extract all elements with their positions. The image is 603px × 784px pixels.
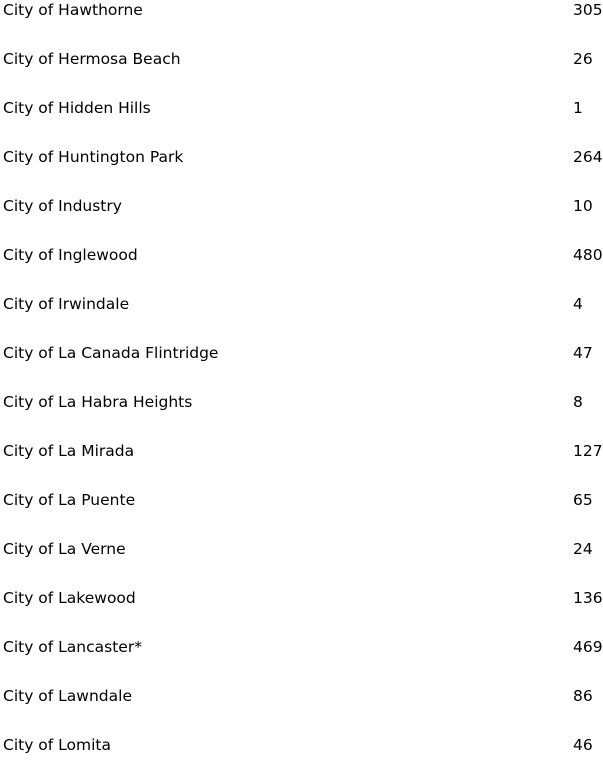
table-row [0,196,603,245]
city-name: City of Hawthorne [3,1,143,19]
city-count: 26 [573,50,593,68]
table-row [0,686,603,735]
city-count: 305 [573,1,603,19]
city-count: 1 [573,99,583,117]
table-row [0,147,603,196]
city-name: City of La Verne [3,540,126,558]
city-count: 65 [573,491,593,509]
city-name: City of Lakewood [3,589,136,607]
city-count: 24 [573,540,593,558]
table-row [0,294,603,343]
city-name: City of La Habra Heights [3,393,193,411]
city-name: City of Lomita [3,736,112,754]
city-count: 10 [573,197,593,215]
table-row [0,245,603,294]
city-count: 136 [573,589,603,607]
table-row [0,0,603,49]
city-name: City of Hidden Hills [3,99,151,117]
table-row [0,392,603,441]
city-name: City of Huntington Park [3,148,184,166]
table-row [0,637,603,686]
table-row [0,539,603,588]
table-row [0,343,603,392]
table-row [0,735,603,784]
table-row [0,49,603,98]
city-name: City of La Canada Flintridge [3,344,219,362]
table-row [0,490,603,539]
city-name: City of Inglewood [3,246,138,264]
city-name: City of Industry [3,197,122,215]
table-row [0,441,603,490]
city-name: City of La Puente [3,491,136,509]
city-count: 127 [573,442,603,460]
city-count: 264 [573,148,603,166]
city-count: 86 [573,687,593,705]
city-count: 469 [573,638,603,656]
city-count: 47 [573,344,593,362]
city-count: 480 [573,246,603,264]
city-name: City of La Mirada [3,442,135,460]
table-row [0,588,603,637]
city-name: City of Hermosa Beach [3,50,181,68]
city-name: City of Lancaster* [3,638,142,656]
city-name: City of Irwindale [3,295,130,313]
city-count: 46 [573,736,593,754]
table-row [0,98,603,147]
city-name: City of Lawndale [3,687,132,705]
city-count: 4 [573,295,583,313]
city-count: 8 [573,393,583,411]
